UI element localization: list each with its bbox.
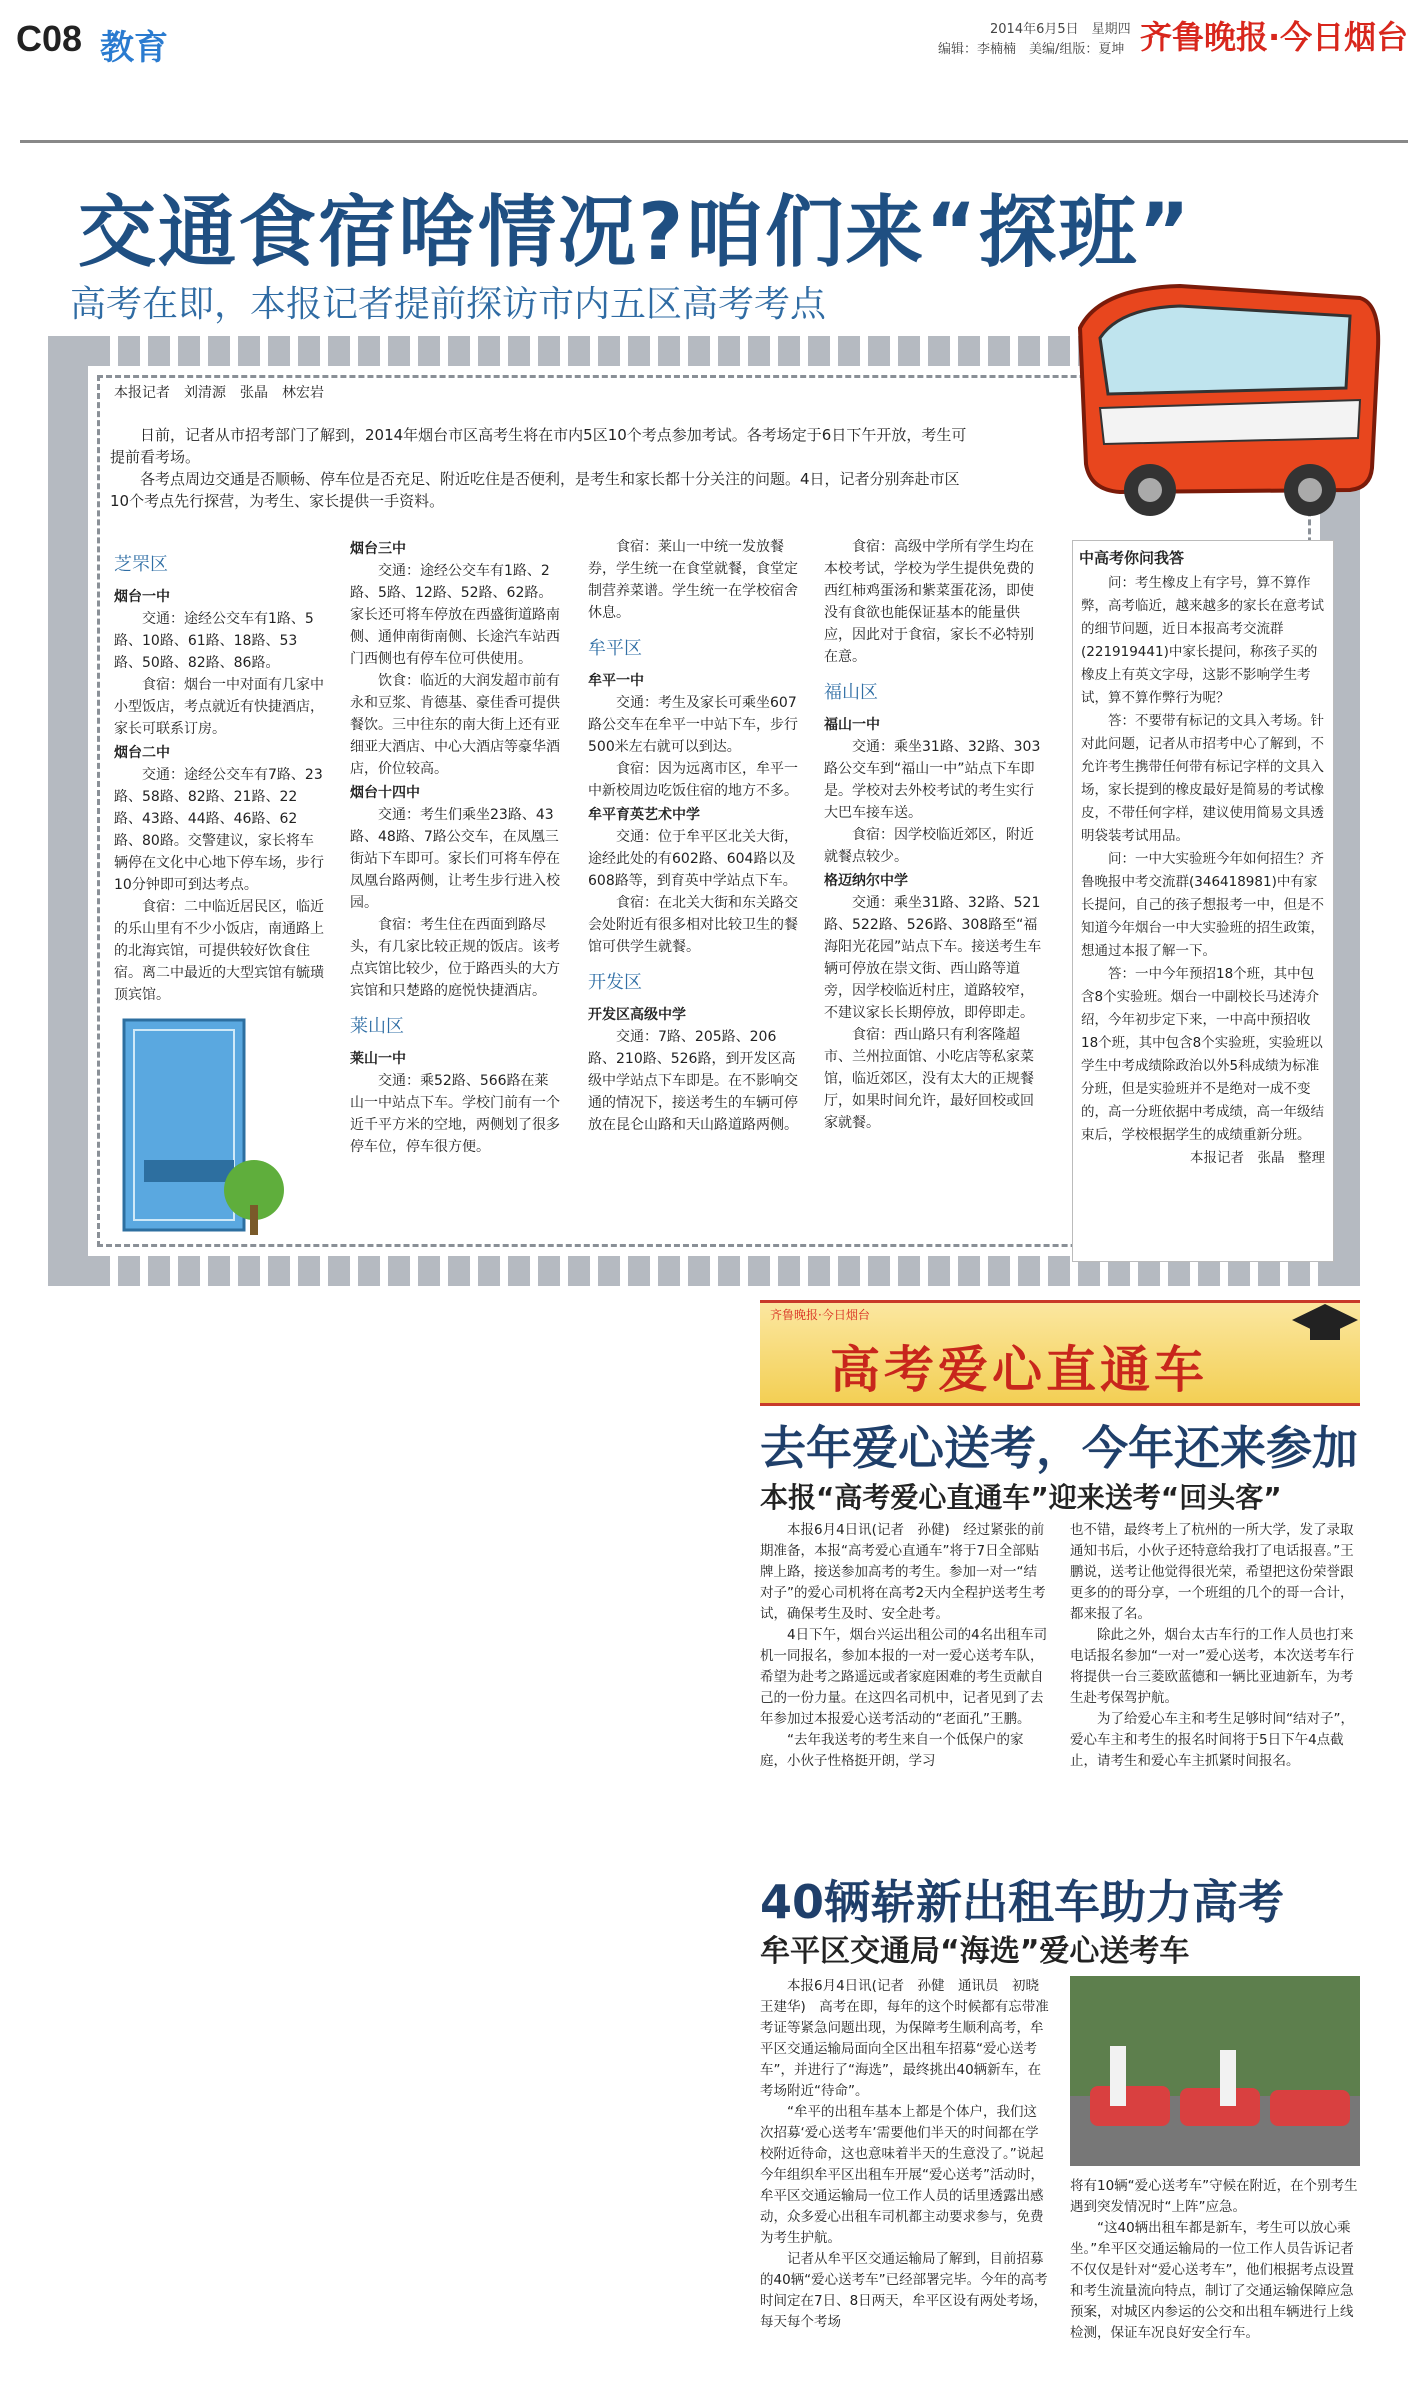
editor-credits: 编辑：李楠楠 美编/组版：夏坤 xyxy=(938,42,1125,57)
graduation-cap-icon xyxy=(1290,1296,1360,1356)
article-a-title: 去年爱心送考，今年还来参加 xyxy=(760,1421,1358,1475)
qa-title: 中高考你问我答 xyxy=(1079,549,1185,567)
district-heading: 牟平区 xyxy=(588,638,642,659)
column-zhifu: 芝罘区 烟台一中 交通：途经公交车有1路、5路、10路、61路、18路、53路、50路、82路、86路。 食宿：烟台一中对面有几家中小型饭店，考点就近有快捷酒店，家长可联系订房。 烟台二中 交通：途经公交车有7路、23路、58路、82路、21路、22路、43路、44路、46路、62路、80路。交警建议，家长将车辆停在文化中心地下停车场，步行10分钟即可到达考点。 食宿：二中临近居民区，临近的乐山里有不少小饭店，南通路上的北海宾馆，可提供较好饮食住宿。离二中最近的大型宾馆有毓璜顶宾馆。 xyxy=(114,540,324,1006)
section-title: 教育 xyxy=(100,28,168,68)
article-b-col2: 将有10辆“爱心送考车”守候在附近，在个别考生遇到突发情况时“上阵”应急。 “这40辆出租车都是新车，考生可以放心乘坐。”牟平区交通运输局的一位工作人员告诉记者不仅仅是针对“爱心送考车”，他们根据考点设置和考生流量流向特点，制订了交通运输保障应急预案，对城区内参运的公交和出租车辆进行上线检测，保证车况良好安全行车。 xyxy=(1070,2178,1358,2341)
article-a-subtitle: 本报“高考爱心直通车”迎来送考“回头客” xyxy=(760,1481,1282,1514)
issue-date: 2014年6月5日 星期四 xyxy=(990,22,1131,37)
article-lede: 日前，记者从市招考部门了解到，2014年烟台市区高考生将在市内5区10个考点参加考试。各考场定于6日下午开放，考生可提前看考场。 各考点周边交通是否顺畅、停车位是否充足、附近吃住是否便利，是考生和家长都十分关注的问题。4日，记者分别奔赴市区10个考点先行探营，为考生、家长提供一手资料。 xyxy=(110,426,967,510)
column-2: 烟台三中 交通：途经公交车有1路、2路、5路、12路、52路、62路。家长还可将车停放在西盛街道路南侧、通伸南街南侧、长途汽车站西门西侧也有停车位可供使用。 饮食：临近的大润发超市前有永和豆浆、肯德基、豪佳香可提供餐饮。三中往东的南大街上还有亚细亚大酒店、中心大酒店等豪华酒店，价位较高。 烟台十四中 交通：考生们乘坐23路、43路、48路、7路公交车，在凤凰三街站下车即可。家长们可将车停在凤凰台路两侧，让考生步行进入校园。 食宿：考生住在西面到路尽头，有几家比较正规的饭店。该考点宾馆比较少，位于路西头的大方宾馆和只楚路的庭悦快捷酒店。 莱山区 莱山一中 交通：乘52路、566路在莱山一中站点下车。学校门前有一个近千平方米的空地，两侧划了很多停车位，停车很方便。 xyxy=(350,541,560,1155)
column-3: 食宿：莱山一中统一发放餐券，学生统一在食堂就餐，食堂定制营养菜谱。学生统一在学校宿舍休息。 牟平区 牟平一中 交通：考生及家长可乘坐607路公交车在牟平一中站下车，步行500米左右就可以到达。 食宿：因为远离市区，牟平一中新校周边吃饭住宿的地方不多。 牟平育英艺术中学 交通：位于牟平区北关大街，途经此处的有602路、604路以及608路等，到育英中学站点下车。 食宿：在北关大街和东关路交会处附近有很多相对比较卫生的餐馆可供学生就餐。 开发区 开发区高级中学 交通：7路、205路、206路、210路、526路，到开发区高级中学站点下车即是。在不影响交通的情况下，接送考生的车辆可停放在昆仑山路和天山路道路两侧。 xyxy=(588,539,798,1133)
main-headline: 交通食宿啥情况?咱们来“探班” xyxy=(78,188,1192,278)
column-4: 食宿：高级中学所有学生均在本校考试，学校为学生提供免费的西红柿鸡蛋汤和紫菜蛋花汤，即使没有食欲也能保证基本的能量供应，因此对于食宿，家长不必特别在意。 福山区 福山一中 交通：乘坐31路、32路、303路公交车到“福山一中”站点下车即是。学校对去外校考试的考生实行大巴车接车送。 食宿：因学校临近郊区，附近就餐点较少。 格迈纳尔中学 交通：乘坐31路、32路、521路、522路、526路、308路至“福海阳光花园”站点下车。接送考生车辆可停放在崇文街、西山路等道旁，因学校临近村庄，道路较窄，不建议家长长期停放，即停即走。 食宿：西山路只有利客隆超市、兰州拉面馆、小吃店等私家菜馆，临近郊区，没有太大的正规餐厅，如果时间允许，最好回校或回家就餐。 xyxy=(824,536,1044,1134)
article-b-col1: 本报6月4日讯(记者 孙健 通讯员 初晓 王建华) 高考在即，每年的这个时候都有忘带准考证等紧急问题出现，为保障考生顺利高考，牟平区交通运输局面向全区出租车招募“爱心送考车”，并进行了“海选”，最终挑出40辆新车，在考场附近“待命”。 “牟平的出租车基本上都是个体户，我们这次招募‘爱心送考车’需要他们半天的时间都在学校附近待命，这也意味着半天的生意没了。”说起今年组织牟平区出租车开展“爱心送考”活动时，牟平区交通运输局一位工作人员的话里透露出感动，众多爱心出租车司机都主动要求参与，免费为考生护航。 记者从牟平区交通运输局了解到，目前招募的40辆“爱心送考车”已经部署完毕。今年的高考时间定在7日、8日两天，牟平区设有两处考场，每天每个考场 xyxy=(760,1978,1053,2330)
header-rule xyxy=(20,140,1408,143)
taxi-photo xyxy=(1070,1976,1360,2166)
article-b-title: 40辆崭新出租车助力高考 xyxy=(760,1875,1285,1929)
district-heading: 芝罘区 xyxy=(114,554,168,575)
article-a-col1: 本报6月4日讯(记者 孙健) 经过紧张的前期准备，本报“高考爱心直通车”将于7日全部贴牌上路，接送参加高考的考生。参加一对一“结对子”的爱心司机将在高考2天内全程护送考生考试，确保考生及时、安全赴考。 4日下午，烟台兴运出租公司的4名出租车司机一同报名，参加本报的一对一爱心送考车队，希望为赴考之路遥远或者家庭困难的考生贡献自己的一份力量。在这四名司机中，记者见到了去年参加过本报爱心送考活动的“老面孔”王鹏。 “去年我送考的考生来自一个低保户的家庭，小伙子性格挺开朗，学习 xyxy=(760,1522,1048,1769)
article-a-col2: 也不错，最终考上了杭州的一所大学，发了录取通知书后，小伙子还特意给我打了电话报喜。”王鹏说，送考让他觉得很光荣，希望把这份荣誉跟更多的的哥分享，一个班组的几个的哥一合计，都来报了名。 除此之外，烟台太古车行的工作人员也打来电话报名参加“一对一”爱心送考，本次送考车行将提供一台三菱欧蓝德和一辆比亚迪新车，为考生赴考保驾护航。 为了给爱心车主和考生足够时间“结对子”，爱心车主和考生的报名时间将于5日下午4点截止，请考生和爱心车主抓紧时间报名。 xyxy=(1070,1522,1354,1769)
article-b-subtitle: 牟平区交通局“海选”爱心送考车 xyxy=(760,1934,1190,1969)
district-heading: 福山区 xyxy=(824,682,878,703)
hotel-illustration xyxy=(104,990,284,1240)
qa-signature: 本报记者 张晶 整理 xyxy=(1190,1150,1325,1166)
bus-illustration xyxy=(1060,268,1390,518)
qa-sidebar: 中高考你问我答 问：考生橡皮上有字号，算不算作弊，高考临近，越来越多的家长在意考试的细节问题，近日本报高考交流群(221919441)中家长提问，称孩子买的橡皮上有英文字母，这影不影响学生考试，算不算作弊行为呢？ 答：不要带有标记的文具入考场。针对此问题，记者从市招考中心了解到，不允许考生携带任何带有标记字样的文具入场，家长提到的橡皮最好是简易的考试橡皮，不带任何字样，建议使用简易文具透明袋装考试用品。 问：一中大实验班今年如何招生？齐鲁晚报中考交流群(346418981)中有家长提问，自己的孩子想报考一中，但是不知道今年烟台一中大实验班的招生政策，想通过本报了解一下。 答：一中今年预招18个班，其中包含8个实验班。烟台一中副校长马述涛介绍，今年初步定下来，一中高中预招收18个班，其中包含8个实验班，实验班以学生中考成绩除政治以外5科成绩为标准分班，但是实验班并不是绝对一成不变的，高一分班依据中考成绩，高一年级结束后，学校根据学生的成绩重新分班。 本报记者 张晶 整理 xyxy=(1072,540,1334,1262)
newspaper-brand: 齐鲁晚报·今日烟台 xyxy=(1140,18,1409,56)
banner-brand: 齐鲁晚报·今日烟台 xyxy=(770,1308,870,1322)
district-heading: 开发区 xyxy=(588,972,642,993)
main-subheadline: 高考在即，本报记者提前探访市内五区高考考点 xyxy=(70,284,827,325)
article-byline: 本报记者 刘清源 张晶 林宏岩 xyxy=(114,385,324,401)
district-heading: 莱山区 xyxy=(350,1016,404,1037)
banner-title: 高考爱心直通车 xyxy=(830,1341,1208,1399)
page-code: C08 xyxy=(16,18,83,59)
